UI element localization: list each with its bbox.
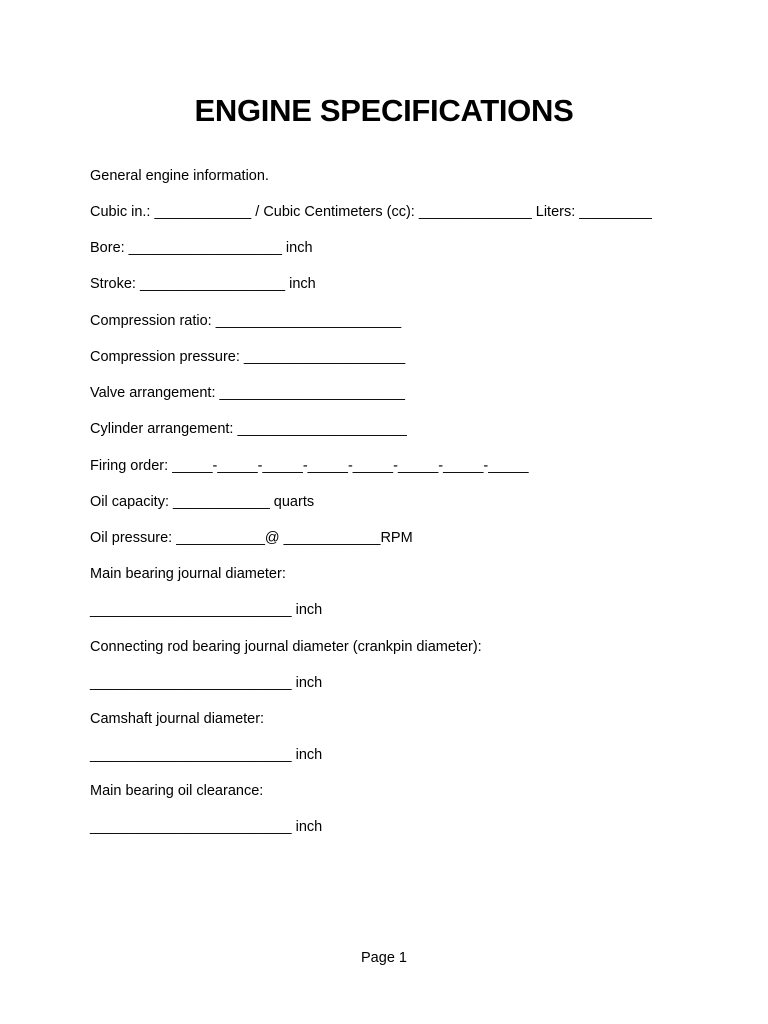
- cylinder-arrangement-field: Cylinder arrangement: _____________________: [90, 421, 407, 437]
- displacement-field: Cubic in.: ____________ / Cubic Centimeters (cc): ______________ Liters: _________: [90, 204, 652, 220]
- main-bearing-journal-label: Main bearing journal diameter:: [90, 566, 286, 582]
- stroke-field: Stroke: __________________ inch: [90, 276, 316, 292]
- main-bearing-clearance-label: Main bearing oil clearance:: [90, 783, 264, 799]
- page-number: Page 1: [361, 950, 407, 966]
- camshaft-journal-field: _________________________ inch: [90, 747, 323, 763]
- compression-pressure-field: Compression pressure: ____________________: [90, 349, 406, 365]
- crankpin-diameter-field: _________________________ inch: [90, 675, 323, 691]
- firing-order-field: Firing order: _____-_____-_____-_____-_____-_____-_____-_____: [90, 458, 529, 474]
- page-title: ENGINE SPECIFICATIONS: [194, 93, 574, 128]
- camshaft-journal-label: Camshaft journal diameter:: [90, 711, 265, 727]
- oil-pressure-field: Oil pressure: ___________@ ____________RPM: [90, 530, 413, 546]
- bore-field: Bore: ___________________ inch: [90, 240, 313, 256]
- main-bearing-journal-field: _________________________ inch: [90, 602, 323, 618]
- main-bearing-clearance-field: _________________________ inch: [90, 819, 323, 835]
- general-info-text: General engine information.: [90, 168, 269, 184]
- compression-ratio-field: Compression ratio: _______________________: [90, 313, 402, 329]
- valve-arrangement-field: Valve arrangement: _______________________: [90, 385, 405, 401]
- oil-capacity-field: Oil capacity: ____________ quarts: [90, 494, 315, 510]
- crankpin-diameter-label: Connecting rod bearing journal diameter (crankpin diameter):: [90, 639, 482, 655]
